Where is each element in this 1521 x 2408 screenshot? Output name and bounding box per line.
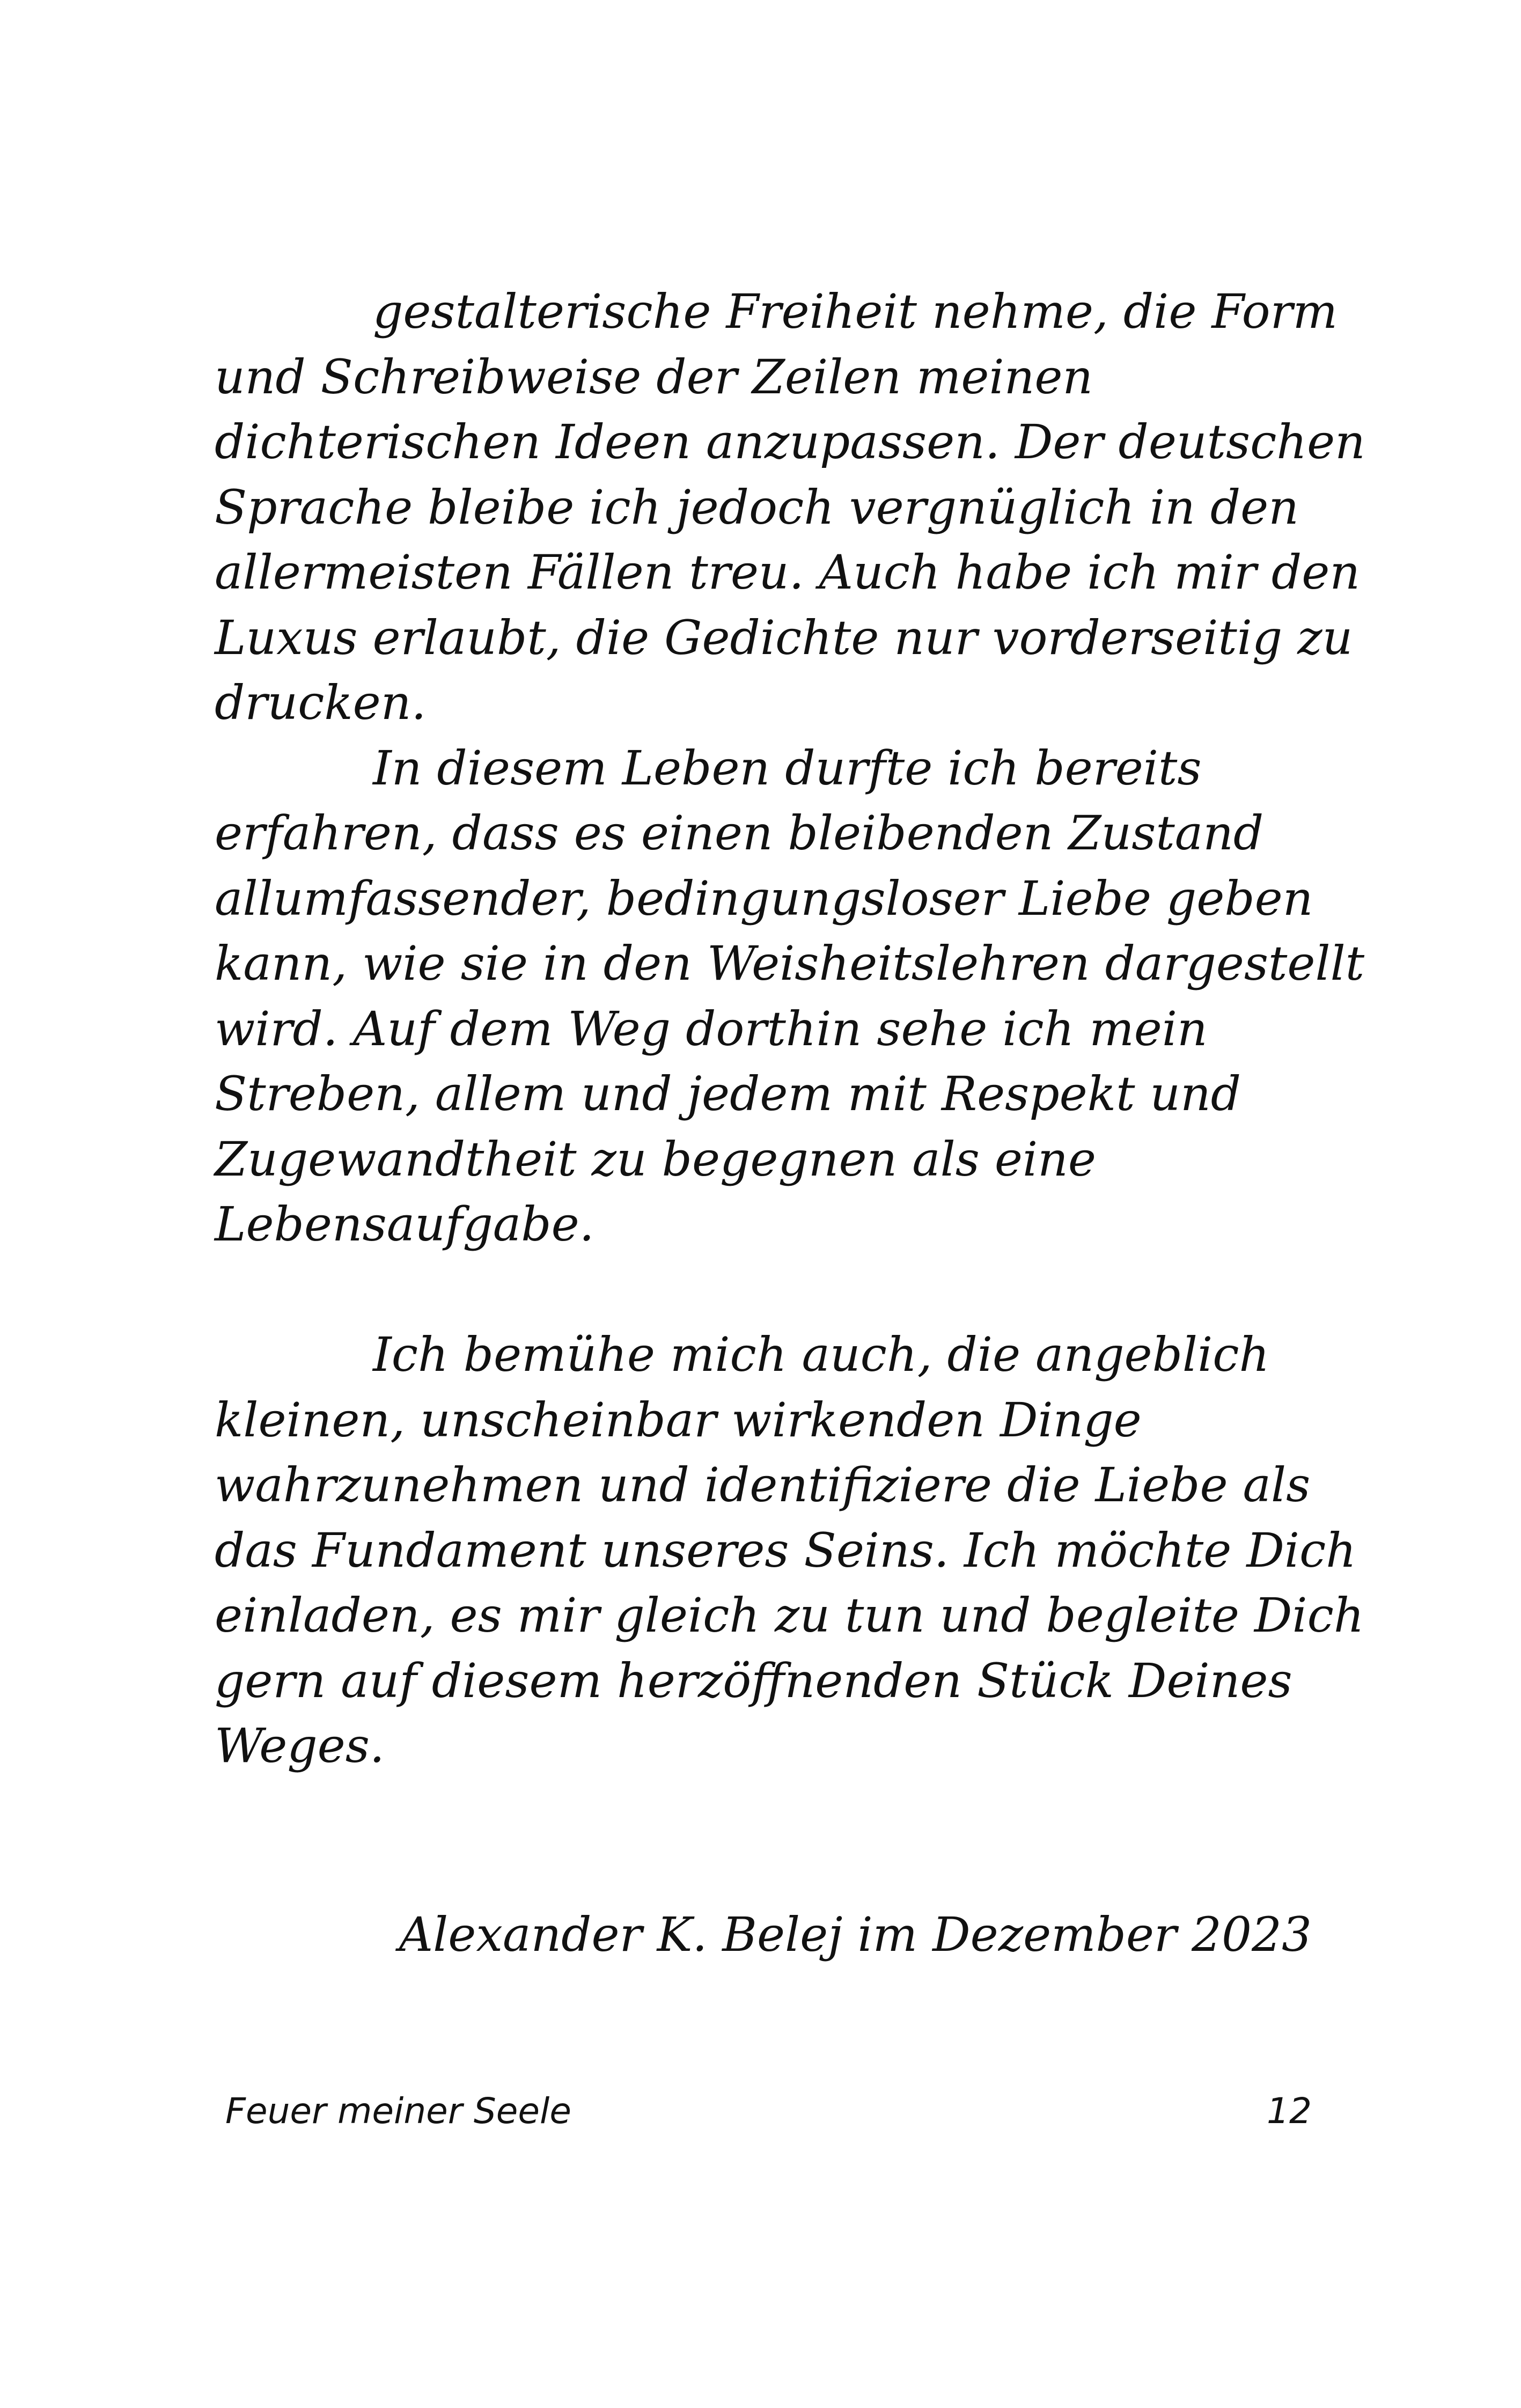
text-line: kann, wie sie in den Weisheitslehren dargestellt xyxy=(215,936,1365,991)
text-line: kleinen, unscheinbar wirkenden Dinge xyxy=(215,1392,1142,1448)
text-line: In diesem Leben durfte ich bereits xyxy=(373,740,1202,796)
footer-book-title: Feuer meiner Seele xyxy=(225,2090,571,2132)
text-line: wird. Auf dem Weg dorthin sehe ich mein xyxy=(215,1001,1208,1056)
text-line: allermeisten Fällen treu. Auch habe ich mir den xyxy=(215,545,1360,600)
text-line: gestalterische Freiheit nehme, die Form xyxy=(373,284,1338,339)
text-line: Streben, allem und jedem mit Respekt und xyxy=(215,1066,1241,1121)
signature: Alexander K. Belej im Dezember 2023 xyxy=(399,1907,1312,1962)
paragraph-spacer xyxy=(215,1257,1331,1323)
text-line: dichterischen Ideen anzupassen. Der deutschen xyxy=(215,414,1365,469)
paragraph xyxy=(215,1322,1364,1779)
text-line: das Fundament unseres Seins. Ich möchte Dich xyxy=(215,1522,1356,1578)
text-line: Sprache bleibe ich jedoch vergnüglich in den xyxy=(215,479,1299,535)
text-line: erfahren, dass es einen bleibenden Zustand xyxy=(215,805,1264,861)
text-line: allumfassender, bedingungsloser Liebe geben xyxy=(215,870,1313,926)
text-line: und Schreibweise der Zeilen meinen xyxy=(215,349,1093,405)
text-line: Weges. xyxy=(215,1718,385,1773)
text-line: Zugewandtheit zu begegnen als eine xyxy=(215,1131,1096,1187)
body-text xyxy=(215,279,1365,1779)
text-line: wahrzunehmen und identifiziere die Liebe als xyxy=(215,1457,1311,1513)
page-footer xyxy=(225,2090,1312,2133)
text-line: Luxus erlaubt, die Gedichte nur vorderseitig zu xyxy=(215,610,1353,665)
paragraph xyxy=(215,279,1365,736)
text-line: gern auf diesem herzöffnenden Stück Deines xyxy=(215,1653,1292,1708)
text-line: einladen, es mir gleich zu tun und begleite Dich xyxy=(215,1588,1364,1643)
text-line: Ich bemühe mich auch, die angeblich xyxy=(373,1327,1270,1382)
page-number: 12 xyxy=(1267,2090,1312,2132)
paragraph xyxy=(215,736,1365,1257)
text-line: drucken. xyxy=(215,675,427,730)
text-line: Lebensaufgabe. xyxy=(215,1196,594,1252)
